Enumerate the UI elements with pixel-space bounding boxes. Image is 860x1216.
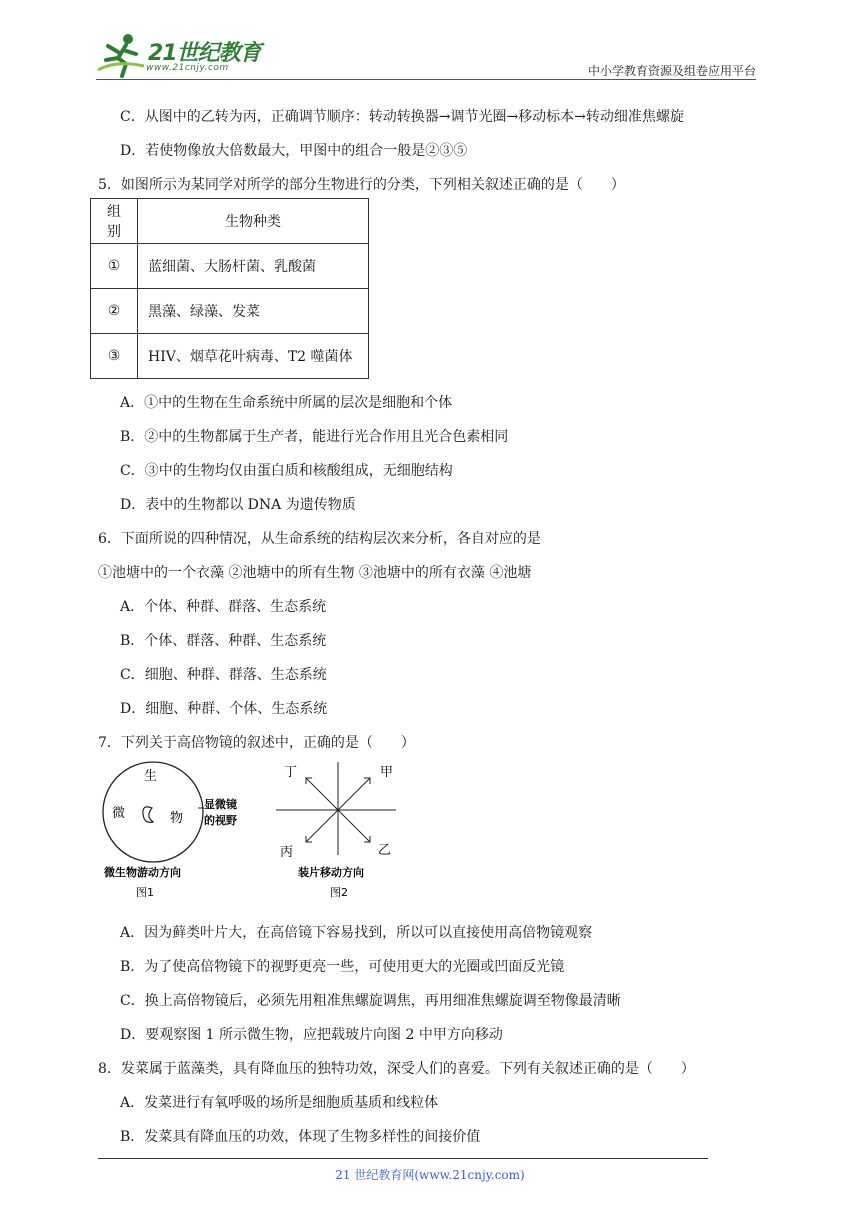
figure-1 — [103, 762, 238, 899]
table-cell: HIV、烟草花叶病毒、T2 噬菌体 — [138, 334, 369, 379]
q4-option-d: D．若使物像放大倍数最大，甲图中的组合一般是②③⑤ — [120, 143, 468, 159]
runner-logo-icon — [96, 30, 148, 78]
q7-option-a: A．因为藓类叶片大，在高倍镜下容易找到，所以可以直接使用高倍物镜观察 — [120, 925, 593, 941]
footer-divider — [98, 1158, 708, 1159]
table-cell: 黑藻、绿藻、发菜 — [138, 289, 369, 334]
fig2-label-bing: 丙 — [280, 845, 294, 860]
fig2-caption: 装片移动方向 — [298, 866, 364, 879]
table-header-cell: 组别 — [91, 199, 138, 244]
q7-option-c: C．换上高倍物镜后，必须先用粗准焦螺旋调焦，再用细准焦螺旋调至物像最清晰 — [120, 993, 621, 1009]
figure-2 — [276, 762, 396, 899]
q4-option-c: C．从图中的乙转为丙，正确调节顺序：转动转换器→调节光圈→移动标本→转动细准焦螺旋 — [120, 109, 684, 125]
q8-stem: 8．发菜属于蓝藻类，具有降血压的独特功效，深受人们的喜爱。下列有关叙述正确的是（ ） — [98, 1061, 695, 1077]
table-cell: ③ — [91, 334, 138, 379]
site-logo — [96, 30, 266, 78]
fig1-char-right: 物 — [170, 811, 184, 826]
q5-option-b: B．②中的生物都属于生产者，能进行光合作用且光合色素相同 — [120, 429, 509, 445]
fig1-label-line2: 的视野 — [204, 814, 237, 827]
arrow-bing — [306, 810, 338, 842]
q6-items: ①池塘中的一个衣藻 ②池塘中的所有生物 ③池塘中的所有衣藻 ④池塘 — [98, 565, 532, 581]
header-divider — [96, 79, 756, 80]
fig2-label-yi: 乙 — [378, 843, 392, 858]
q8-option-b: B．发菜具有降血压的功效，体现了生物多样性的间接价值 — [120, 1129, 481, 1145]
q6-stem: 6．下面所说的四种情况，从生命系统的结构层次来分析，各自对应的是 — [98, 531, 541, 547]
fig2-label-ding: 丁 — [284, 765, 298, 780]
microscope-figures — [98, 760, 418, 910]
q6-option-c: C．细胞、种群、群落、生态系统 — [120, 667, 327, 683]
q8-option-a: A．发菜进行有氧呼吸的场所是细胞质基质和线粒体 — [120, 1095, 439, 1111]
fig2-name: 图2 — [330, 886, 348, 899]
page-header — [96, 30, 756, 78]
table-header-row — [91, 199, 369, 244]
fig1-name: 图1 — [136, 886, 154, 899]
classification-table — [90, 198, 369, 379]
q7-stem: 7．下列关于高倍物镜的叙述中，正确的是（ ） — [98, 735, 415, 751]
fig1-char-left: 微 — [112, 806, 126, 821]
table-cell: ① — [91, 244, 138, 289]
table-cell: 蓝细菌、大肠杆菌、乳酸菌 — [138, 244, 369, 289]
table-row — [91, 289, 369, 334]
table-cell: ② — [91, 289, 138, 334]
logo-text: 21世纪教育 — [148, 41, 261, 66]
fig1-char-top: 生 — [144, 769, 158, 784]
q5-option-a: A．①中的生物在生命系统中所属的层次是细胞和个体 — [120, 395, 453, 411]
microorganism-icon — [143, 807, 153, 822]
arrow-jia — [338, 778, 370, 810]
fig1-caption: 微生物游动方向 — [104, 866, 181, 879]
platform-name: 中小学教育资源及组卷应用平台 — [587, 64, 756, 78]
table-row — [91, 334, 369, 379]
fig1-label-line1: 显微镜 — [204, 798, 237, 811]
q6-option-d: D．细胞、种群、个体、生态系统 — [120, 701, 328, 717]
q5-stem: 5．如图所示为某同学对所学的部分生物进行的分类，下列相关叙述正确的是（ ） — [98, 177, 625, 193]
arrow-ding — [306, 778, 338, 810]
fig2-label-jia: 甲 — [380, 765, 394, 780]
table-row — [91, 244, 369, 289]
q5-option-c: C．③中的生物均仅由蛋白质和核酸组成，无细胞结构 — [120, 463, 453, 479]
footer-link[interactable]: 21 世纪教育网(www.21cnjy.com) — [335, 1168, 525, 1182]
q7-option-d: D．要观察图 1 所示微生物，应把载玻片向图 2 中甲方向移动 — [120, 1027, 503, 1043]
arrow-yi — [338, 810, 370, 842]
q6-option-a: A．个体、种群、群落、生态系统 — [120, 599, 327, 615]
table-header-cell: 生物种类 — [138, 199, 369, 244]
q6-option-b: B．个体、群落、种群、生态系统 — [120, 633, 327, 649]
q5-option-d: D．表中的生物都以 DNA 为遗传物质 — [120, 497, 356, 513]
logo-url: www.21cnjy.com — [146, 63, 229, 73]
q7-option-b: B．为了使高倍物镜下的视野更亮一些，可使用更大的光圈或凹面反光镜 — [120, 959, 565, 975]
